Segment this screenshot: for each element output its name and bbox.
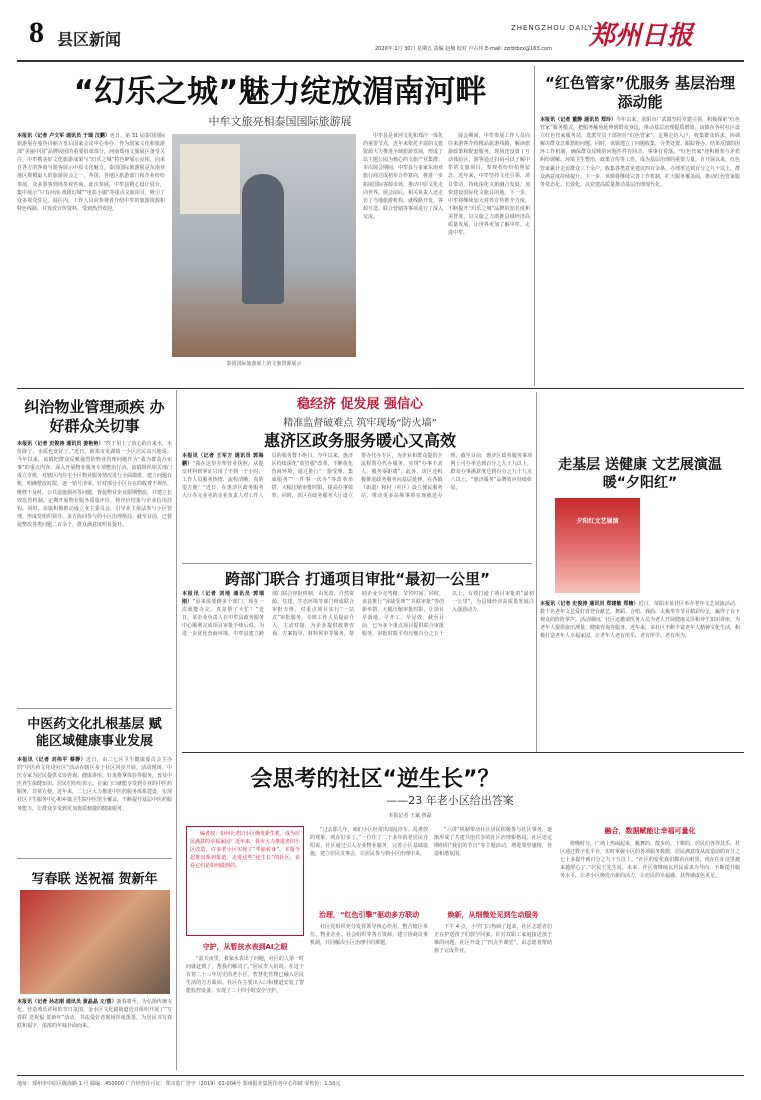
hc-body: 本报讯（记者 王军方 通讯员 郭海鹏）“我在这里办理营业执照，从提交材料到拿证只用了不到一个小时，工作人员服务热情、流程清晰，真的很方便！”近日，在惠济区政务服务大厅办完业务的企业负责人对工作人员的服务赞不绝口。今年以来，惠济区持续深化“放管服”改革，不断优化营商环境，通过推行“一窗受理、集成服务”“一件事一次办”等改革举措，大幅压缩审批时限，提高办事效率。同时，该区在政务服务大厅设立帮办代办专区，为企业和群众提供全流程帮办代办服务，实现“办事不求人、服务零距离”。此外，该区还积极推进政务服务向基层延伸，在各镇（街道）和村（社区）设立便民服务站，推动更多高频事项实现就近办理。截至目前，惠济区政务服务事项网上可办率达到百分之九十九以上，群众办事满意度达到百分之九十九点八以上，“惠济服务”品牌效应持续彰显。 bbox=[182, 453, 532, 500]
paper-name-cn: 郑州日报 bbox=[589, 21, 694, 51]
footer-rule bbox=[17, 1075, 744, 1076]
hc-headline: 惠济区政务服务暖心又高效 bbox=[263, 431, 456, 450]
tcm-body: 本报讯（记者 刘伟平 蔡静）近日，由二七区卫生健康委员会主办的“中医药文化进社区”活动在辖区多个社区同步开展。活动现场，中医专家为居民提供义诊咨询、健康讲座、针灸推拿体验等服务，普及中医养生保健知识。居民们纷纷表示，在家门口就能享受到专业的中医药服务，非常方便。近年来，二七区大力推进中医药服务体系建设，实现社区卫生服务中心和乡镇卫生院中医馆全覆盖，不断提升基层中医药服务能力，让群众享受到更加优质便捷的健康服务。 bbox=[17, 757, 172, 812]
right-headline: “红色管家”优服务 基层治理添动能 bbox=[545, 74, 735, 111]
upper-rule bbox=[17, 388, 744, 389]
right-col-divider bbox=[534, 66, 535, 386]
left-rule-1 bbox=[17, 708, 172, 709]
elder-col1: “前天夜里，我家水表出了问题，社区的人第一时间就赶到了，帮我们解决了。”居民李大妈说。在这个有着二十三年历史的老小区，智慧化管理已融入居民生活的方方面面。社区在主要出入口和楼道安装了智能监控设备，实现了二十四小时安全守护。 bbox=[186, 956, 304, 995]
elder-col3b: 下午 4 点，小学门口热闹了起来，社区志愿者们正在护送孩子们放学回家。针对双职工家庭接送孩子难的问题，社区开设了“四点半课堂”，由志愿者帮助孩子完成作业。 bbox=[434, 924, 552, 955]
dance-body: 本报讯（记者 史俊涛 通讯员 郑建敏 郑楠）近日，荥阳市某社区举办老年文艺展演活动，数十名老年文艺爱好者登台献艺。舞蹈、合唱、戏曲、太极拳等节目精彩纷呈，赢得了台下观众的阵阵掌声。活动期间，社区还邀请医务人员为老人开展健康义诊和养生知识讲座，为老年人提供血压测量、健康咨询等服务。近年来，该社区不断丰富老年人精神文化生活，积极打造老年人幸福家园，让老年人老有所乐、老有所学、老有所为。 bbox=[540, 601, 740, 640]
lead-headline: “幻乐之城”魅力绽放湄南河畔 bbox=[73, 74, 487, 110]
elder-right-sub: 融合，数据赋能让幸福可量化 bbox=[604, 827, 696, 835]
dance-photo-label: 夕阳红文艺展演 bbox=[576, 518, 619, 525]
left-col-divider bbox=[176, 390, 177, 1070]
footer-info: 地址：郑州市中原区陇海路 1 号 邮编：450000 广告经营许可证：郑市监广登字（2019）01-004号 郑州报业集团印务中心印刷 零售价：1.50元 bbox=[17, 1081, 341, 1087]
elder-sub3: 焕新，从细微处见到生动服务 bbox=[447, 911, 539, 919]
left-rule-2 bbox=[17, 858, 172, 859]
page-header bbox=[17, 14, 744, 60]
grid-headline: 纠治物业管理顽疾 办好群众关切事 bbox=[24, 398, 165, 435]
right-body: 本报讯（记者 董静 通讯员 郑玲）今年以来，荥阳市广武镇坚持党建引领，积极探索“红色管家”服务模式，把服务触角延伸到群众身边，推动基层治理提质增效。该镇在各村社区设立红色管家服务站，选派党员干部担任“红色管家”，定期走访入户，收集群众诉求，协调解决群众急难愁盼问题。同时，该镇建立了问题收集、分类处置、跟踪督办、结果反馈的闭环工作机制，确保群众反映的问题件件有回音、事事有着落。“红色管家”还积极参与矛盾纠纷调解、环境卫生整治、政策宣传等工作，成为基层治理的重要力量。自开展以来，红色管家累计走访群众三千余户，收集各类意见建议四百余条，办理率达到百分之九十以上，群众满意度持续提升。下一步，该镇将继续完善工作机制，扩大服务覆盖面，推动红色管家服务常态化、长效化，以党建高质量推动基层治理现代化。 bbox=[540, 117, 740, 188]
spring-body: 本报讯（记者 孙志刚 通讯员 黄晶晶 文/图）新春将至，为弘扬传统文化，营造欢乐祥和的节日氛围，金水区文化路街道近日组织开展了“写春联 送祝福 贺新年”活动。书法爱好者现场挥毫泼墨，为居民书写春联和福字，浓浓的年味扑面而来。 bbox=[17, 999, 172, 1030]
right-col-divider-2 bbox=[536, 392, 537, 752]
dance-headline: 走基层 送健康 文艺展演温暖“夕阳红” bbox=[558, 457, 722, 491]
lead-subhead: 中牟文旅亮相泰国国际旅游展 bbox=[208, 115, 352, 128]
elder-col2: “过去那几年，咱们小区经常出现乱停车、乱堆放的现象，现在好多了。”一位住了二十多年的老居民介绍说。社区通过引入专业物业服务，完善小区基础设施，建立居民议事会，让居民参与到小区治理中来。 bbox=[310, 827, 428, 858]
joint-body: 本报讯（记者 刘地 通讯员 郭瑞刚）“原来需要跑多个部门，现在一次就能办完，真是帮了大忙！”近日，某企业负责人在中牟县政务服务中心顺利完成项目审批手续后说。为进一步优化营商环境，中牟县建立跨部门联合审批机制，由发改、自然资源、住建、生态环境等部门组成联合审批专班，对重点项目实行“一站式”审批服务。专班工作人员提前介入、主动对接，为企业提供政策咨询、方案指导、材料预审等服务，帮助企业少走弯路、节省时间。同时，该县推行“容缺受理”“并联审批”等创新举措，大幅压缩审批时限，让项目早落地、早开工、早见效。截至目前，已为多个重点项目提供联合审批服务，审批时限平均压缩百分之五十以上，有效打通了项目审批的“最初一公里”，为县域经济高质量发展注入强劲动力。 bbox=[182, 591, 534, 638]
grid-body: 本报讯（记者 史俊涛 通讯员 姜艳艳）“终于用上了放心的自来水，水价降了，水质也变好了。”近日，新郑市龙湖镇一小区居民高兴地说。今年以来，该镇把群众反映强烈的物业管理问题作为“我为群众办实事”的重点内容，深入开展物业服务专项整治行动。该镇组织相关部门成立专班，对辖区内住宅小区物业服务情况进行全面摸排，建立问题台账，明确整改时限，逐一销号清零。针对部分小区存在的收费不规范、维修不及时、公共设施损坏等问题，督促物业企业限期整改，并建立长效监管机制，定期开展物业服务质量评价，将评价结果与企业信用挂钩。同时，该镇积极推动成立业主委员会，引导业主依法参与小区管理，形成党组织领导、多方协同参与的小区治理格局。截至目前，已督促整改各类问题二百余个，群众满意度明显提升。 bbox=[17, 441, 172, 528]
lead-photo bbox=[172, 134, 356, 357]
theme-banner: 稳经济 促发展 强信心 bbox=[296, 397, 424, 412]
header-rule bbox=[17, 60, 744, 62]
middle-rule bbox=[182, 752, 744, 753]
joint-headline: 跨部门联合 打通项目审批“最初一公里” bbox=[225, 570, 490, 588]
photo-banner-icon bbox=[180, 144, 240, 214]
elder-byline: 本报记者 王斌 鲁磊 bbox=[388, 813, 432, 819]
banner-subhead: 精准监督破难点 筑牢现场“防火墙” bbox=[283, 418, 437, 429]
dance-photo bbox=[555, 498, 640, 593]
issue-line: 2020年 1月 30日 星期五 责编 赵楠 校对 卢占伟 E-mail: zzrbtbzx@163.com bbox=[375, 46, 552, 52]
elder-sub2: 治理，“红色引擎”驱动多方联动 bbox=[318, 911, 420, 919]
spring-photo bbox=[20, 890, 170, 994]
elder-right-body: 傍晚时分，广场上热闹起来，跳舞的、散步的、下棋的，居民们各得其乐。社区通过数字化平台，实时掌握小区的各项服务数据，居民满意度从改造前的百分之七十多提升到百分之九十五以上。“社区的变化我们都看在眼里，现在住在这里越来越舒心了。”居民王先生说。未来，社区将继续以居民需求为导向，不断提升服务水平，让老小区焕发出新的活力，让居民的幸福感、获得感成色更足。 bbox=[560, 841, 740, 880]
elder-subhead: ——23 年老小区给出答案 bbox=[386, 794, 514, 807]
tcm-headline: 中医药文化扎根基层 赋能区域健康事业发展 bbox=[27, 717, 162, 749]
photo-person-icon bbox=[242, 174, 284, 304]
center-rule-1 bbox=[182, 563, 532, 564]
section-name: 县区新闻 bbox=[57, 30, 122, 49]
elder-col2b: 社区党组织充分发挥领导核心作用，整合辖区单位、物业企业、社会组织等各方资源，建立协商议事机制，共同解决小区治理中的难题。 bbox=[310, 924, 428, 947]
elder-headline: 会思考的社区“逆生长”？ bbox=[250, 767, 500, 792]
lead-col3: 展会期间，中牟参展工作人员向往来游客介绍精品旅游线路，解读旅游政策和配套服务。现场还设置了互动体验区，游客通过扫码可以了解中牟的文旅项目，参观者纷纷拍照留念。近年来，中牟坚持文化引领、项目带动，持续深化文旅融合发展，加快建设国际化文旅目的地。下一步，中牟将继续加大对外宣传推介力度，不断提升“幻乐之城”品牌的知名度和美誉度，以文旅之力助推县域经济高质量发展，让世界更加了解中牟、走进中牟。 bbox=[448, 133, 530, 237]
paper-name-en: ZHENGZHOU DAILY bbox=[511, 24, 594, 32]
elder-col3: “六讲”机制带动社区居民积极参与社区事务，逐渐形成了共建共治共享的社区治理新格局。社区还定期组织“我们的节日”等主题活动，增进邻里感情，营造和谐氛围。 bbox=[434, 827, 552, 858]
page-number: 8 bbox=[29, 16, 44, 49]
elder-sub1: 守护，从暂扶水表到AI之眼 bbox=[202, 943, 288, 951]
lead-col1: 本报讯（记者 卢文军 通讯员 于瑞 汉鹏）近日，第 31 届泰国国际旅游展在曼谷诗丽吉皇后国家会议中心举办。作为国家文化和旅游部“美丽中国”品牌展团的重要组成部分，河南郑州文旅展区备受关注，中牟携美好文化旅游成果与“幻乐之城”特色IP展示亮相，向来自各方的客商与游客展示中原文化魅力。泰国国际旅游展是东南亚地区规模最大的旅游展会之一，各国、各地区旅游部门和企业纷纷参展，众多游客到场参观咨询。此次参展，中牟县精心设计展台，集中展示“只有河南·戏剧幻城”“电影小镇”等重点文旅项目，吸引了众多观众驻足。展区内，工作人员向参观者介绍中牟的旅游资源和特色线路，并发放宣传资料，受到热烈欢迎。 bbox=[17, 133, 165, 212]
lead-byline: 本报讯（记者 卢文军 通讯员 于瑞 汉鹏） bbox=[17, 133, 110, 139]
lead-col2: 中牟县是黄河文化和郑汴一体化的重要节点，近年来依托丰富的文旅资源大力推进全域旅游发展，形成了以主题公园为核心的文旅产业集群。本次展会期间，中牟县与多家东南亚旅行商达成初步合作意向，将进一步拓展国际客源市场，推动中原文化走向世界。展会前后，相关负责人还走访了当地旅游机构，就线路开发、客源互送、联合营销等事项进行了深入交流。 bbox=[363, 133, 443, 220]
elder-editor-box: 编者按：如何让老旧小区焕发新生机，成为居民满意的幸福家园？近年来，我市大力推进老旧小区改造，许多老小区实现了“华丽转身”。本版今起推出系列报道，走进这些“逆生长”的社区，看看它们是如何做到的。 bbox=[186, 826, 304, 936]
spring-headline: 写春联 送祝福 贺新年 bbox=[31, 872, 158, 887]
lead-photo-caption: 泰国国际旅游展上的文旅资源展示 bbox=[226, 361, 302, 367]
